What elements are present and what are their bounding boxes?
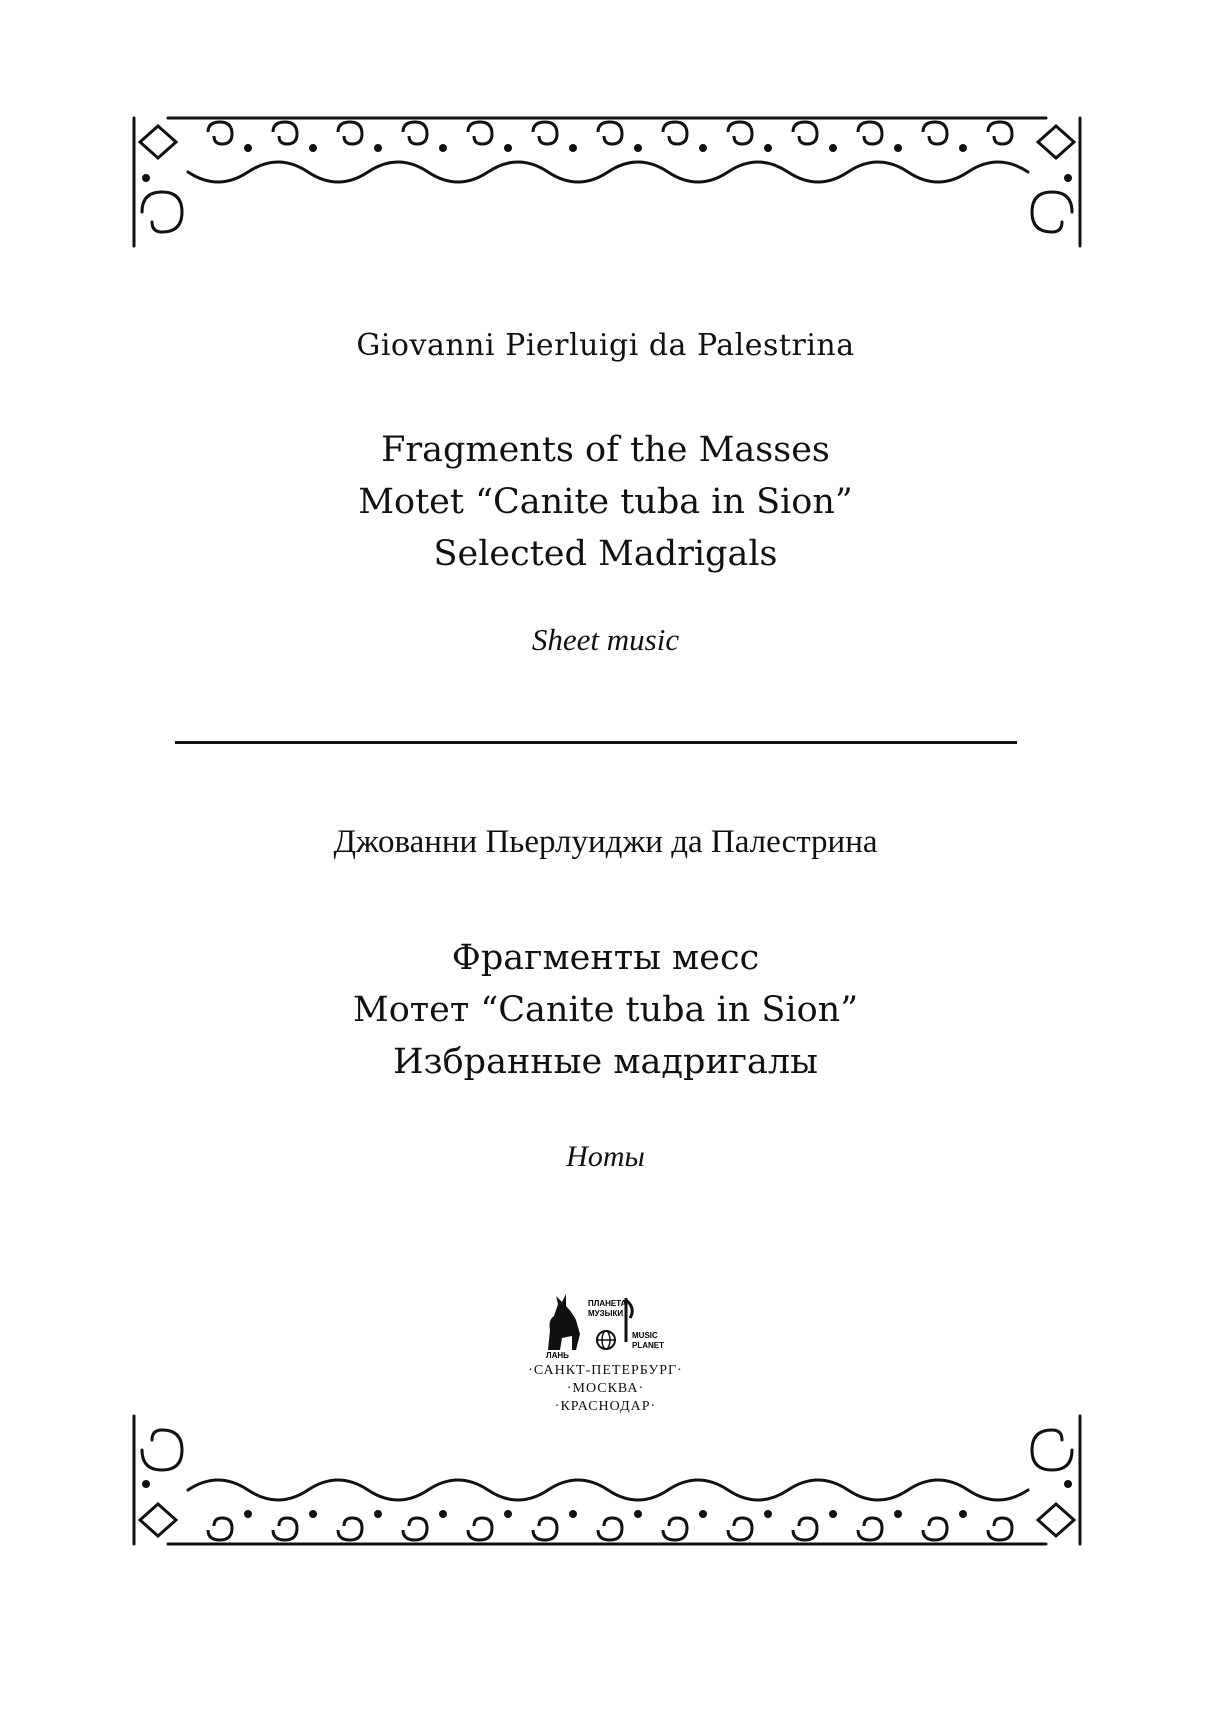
title-english-3: Selected Madrigals bbox=[433, 534, 778, 574]
ornament-top bbox=[128, 112, 1086, 252]
divider-rule bbox=[175, 741, 1017, 744]
logo-music-line1: MUSIC bbox=[632, 1331, 658, 1340]
title-russian-1: Фрагменты месс bbox=[451, 938, 760, 978]
logo-planet-line1: ПЛАНЕТА bbox=[588, 1299, 627, 1308]
logo-music-line2: PLANET bbox=[632, 1341, 664, 1350]
city-st-petersburg: ·САНКТ-ПЕТЕРБУРГ· bbox=[528, 1363, 683, 1378]
title-russian-3: Избранные мадригалы bbox=[393, 1042, 818, 1082]
logo-lan-text: ЛАНЬ bbox=[546, 1351, 569, 1360]
publisher-cities bbox=[0, 1362, 1211, 1416]
author-russian: Джованни Пьерлуиджи да Палестрина bbox=[333, 824, 878, 860]
city-moscow: ·МОСКВА· bbox=[566, 1381, 645, 1396]
ornament-bottom bbox=[128, 1410, 1086, 1550]
publisher-logo bbox=[540, 1290, 670, 1360]
titles-russian bbox=[0, 932, 1211, 1088]
title-russian-2: Мотет “Canite tuba in Sion” bbox=[352, 990, 859, 1030]
titles-english bbox=[0, 424, 1211, 580]
logo-planet-line2: МУЗЫКИ bbox=[588, 1309, 624, 1318]
city-krasnodar: ·КРАСНОДАР· bbox=[554, 1399, 657, 1414]
author-english: Giovanni Pierluigi da Palestrina bbox=[356, 328, 855, 363]
subtitle-russian: Ноты bbox=[566, 1140, 645, 1173]
decorative-border-icon bbox=[128, 112, 1086, 252]
title-english-2: Motet “Canite tuba in Sion” bbox=[358, 482, 853, 522]
decorative-border-icon bbox=[128, 1410, 1086, 1550]
subtitle-english: Sheet music bbox=[531, 622, 680, 657]
title-english-1: Fragments of the Masses bbox=[381, 430, 830, 470]
deer-logo-icon bbox=[540, 1290, 670, 1360]
